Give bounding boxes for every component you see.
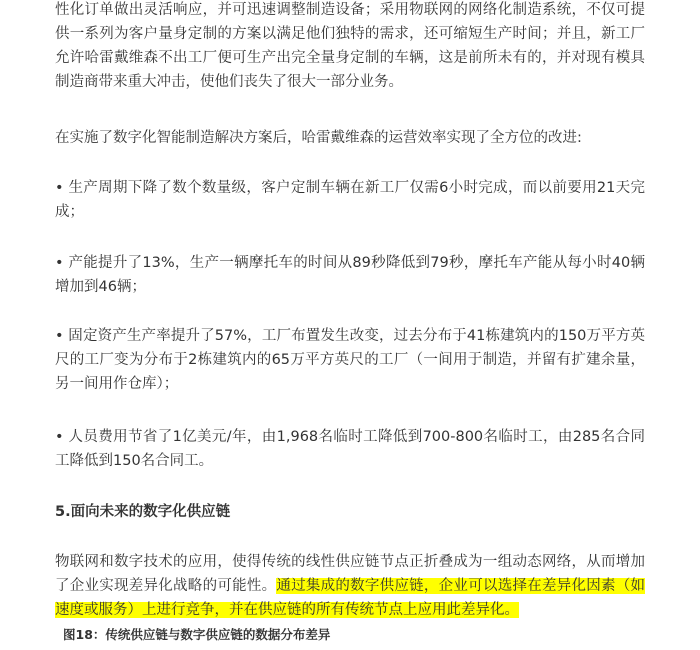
figure-caption: 图18：传统供应链与数字供应链的数据分布差异 [63,627,331,642]
supply-chain-plain-text: 物联网和数字技术的应用，使得传统的线性供应链节点正折叠成为一组动态网络，从而增加了企业实现差异化战略的可能性。 [55,554,645,594]
highlighted-text: 通过集成的数字供应链，企业可以选择在差异化因素（如速度或服务）上进行竞争，并在供应链的所有传统节点上应用此差异化。 [55,578,646,618]
supply-chain-paragraph [55,550,645,622]
section-heading: 5.面向未来的数字化供应链 [55,504,231,520]
bullet-fixed-assets: • 固定资产生产率提升了57%，工厂布置发生改变，过去分布于41栋建筑内的150万平方英尺的工厂变为分布于2栋建筑内的65万平方英尺的工厂（一间用于制造，并留有扩建余量，另一间用作仓库）； [55,328,645,392]
bullet-labor-cost: • 人员费用节省了1亿美元/年，由1,968名临时工降低到700-800名临时工，由285名合同工降低到150名合同工。 [55,429,645,469]
bullet-cycle-time: • 生产周期下降了数个数量级，客户定制车辆在新工厂仅需6小时完成，而以前要用21天完成； [55,180,645,220]
bullet-capacity: • 产能提升了13%，生产一辆摩托车的时间从89秒降低到79秒，摩托车产能从每小时40辆增加到46辆； [55,255,645,295]
intro-paragraph: 性化订单做出灵活响应，并可迅速调整制造设备；采用物联网的网络化制造系统，不仅可提供一系列为客户量身定制的方案以满足他们独特的需求，还可缩短生产时间；并且，新工厂允许哈雷戴维森不出工厂便可生产出完全量身定制的车辆，这是前所未有的，并对现有模具制造商带来重大冲击，使他们丧失了很大一部分业务。 [55,2,645,90]
lead-paragraph: 在实施了数字化智能制造解决方案后，哈雷戴维森的运营效率实现了全方位的改进: [55,130,582,146]
